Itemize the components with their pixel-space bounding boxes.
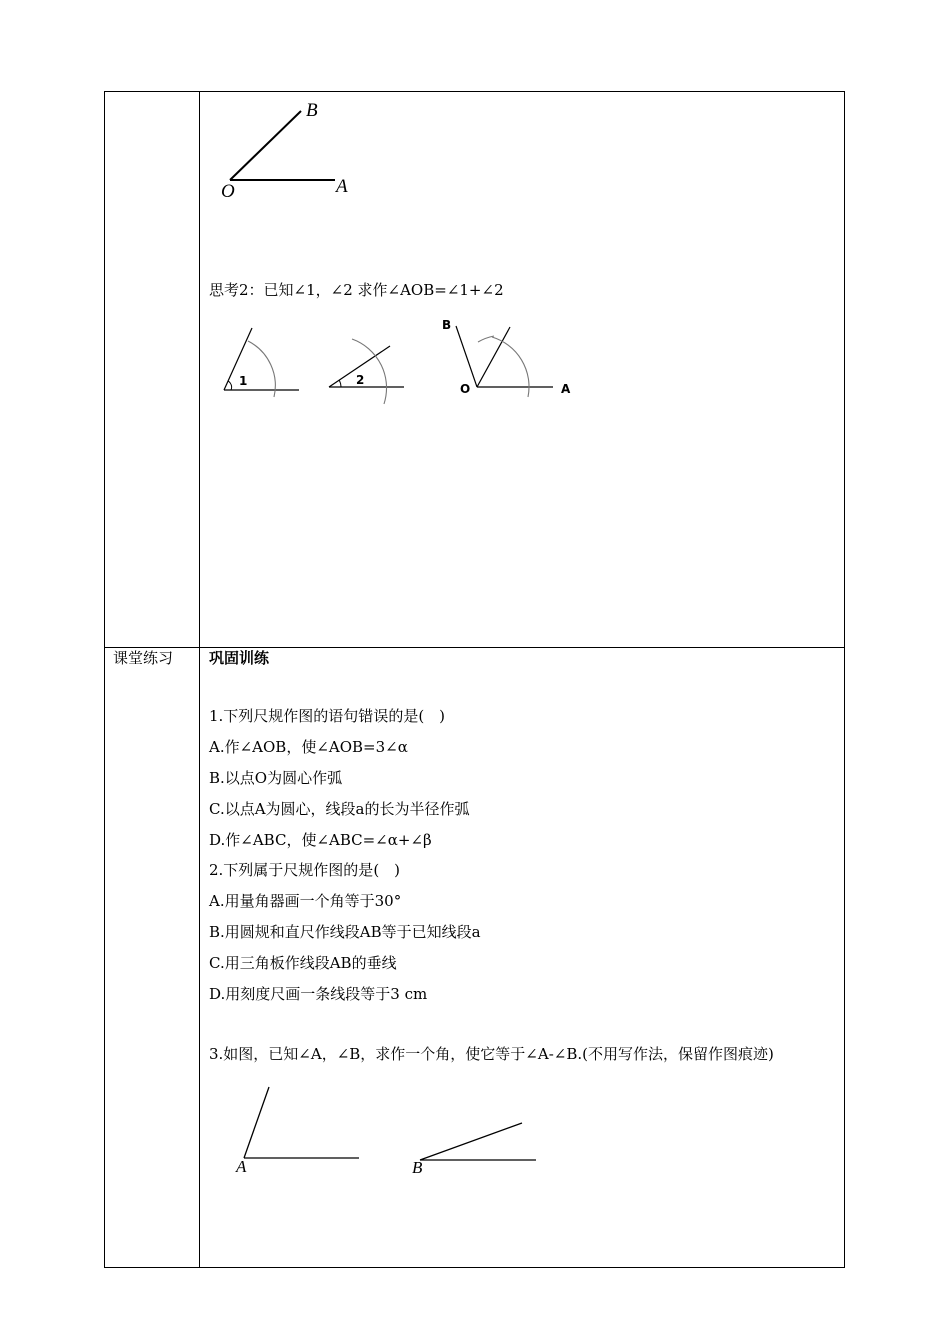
- section-title: 巩固训练: [209, 649, 270, 667]
- question-1: 1.下列尺规作图的语句错误的是( ): [209, 707, 446, 725]
- question-1-option-a: A.作∠AOB，使∠AOB=3∠α: [209, 738, 408, 756]
- result-label-b: B: [442, 318, 452, 332]
- think2-prompt: 思考2：已知∠1，∠2 求作∠AOB=∠1+∠2: [209, 281, 504, 299]
- question-2: 2.下列属于尺规作图的是( ): [209, 861, 401, 879]
- angle-b-ray: [420, 1123, 522, 1160]
- question-2-option-a: A.用量角器画一个角等于30°: [209, 892, 402, 910]
- angle-a-ray: [244, 1087, 269, 1158]
- question-1-option-b: B.以点O为圆心作弧: [209, 769, 343, 787]
- question-2-option-c: C.用三角板作线段AB的垂线: [209, 954, 397, 972]
- question-1-option-c: C.以点A为圆心，线段a的长为半径作弧: [209, 800, 470, 818]
- result-label-a: A: [561, 382, 571, 396]
- angle1-label: 1: [239, 374, 248, 388]
- question-3: 3.如图，已知∠A，∠B，求作一个角，使它等于∠A-∠B.(不用写作法，保留作图痕迹): [209, 1045, 774, 1063]
- angle2-label: 2: [356, 373, 365, 387]
- question-2-option-d: D.用刻度尺画一条线段等于3 cm: [209, 985, 428, 1003]
- figure3-label-b: B: [412, 1158, 423, 1177]
- question-2-option-b: B.用圆规和直尺作线段AB等于已知线段a: [209, 923, 481, 941]
- figure1-label-a: A: [336, 176, 348, 197]
- result-label-o: O: [460, 382, 471, 396]
- figure1-label-b: B: [306, 100, 318, 121]
- figure1-label-o: O: [221, 181, 235, 202]
- question-1-option-d: D.作∠ABC，使∠ABC=∠α+∠β: [209, 831, 432, 849]
- figure3-label-a: A: [236, 1157, 247, 1176]
- section-label: 课堂练习: [113, 649, 174, 667]
